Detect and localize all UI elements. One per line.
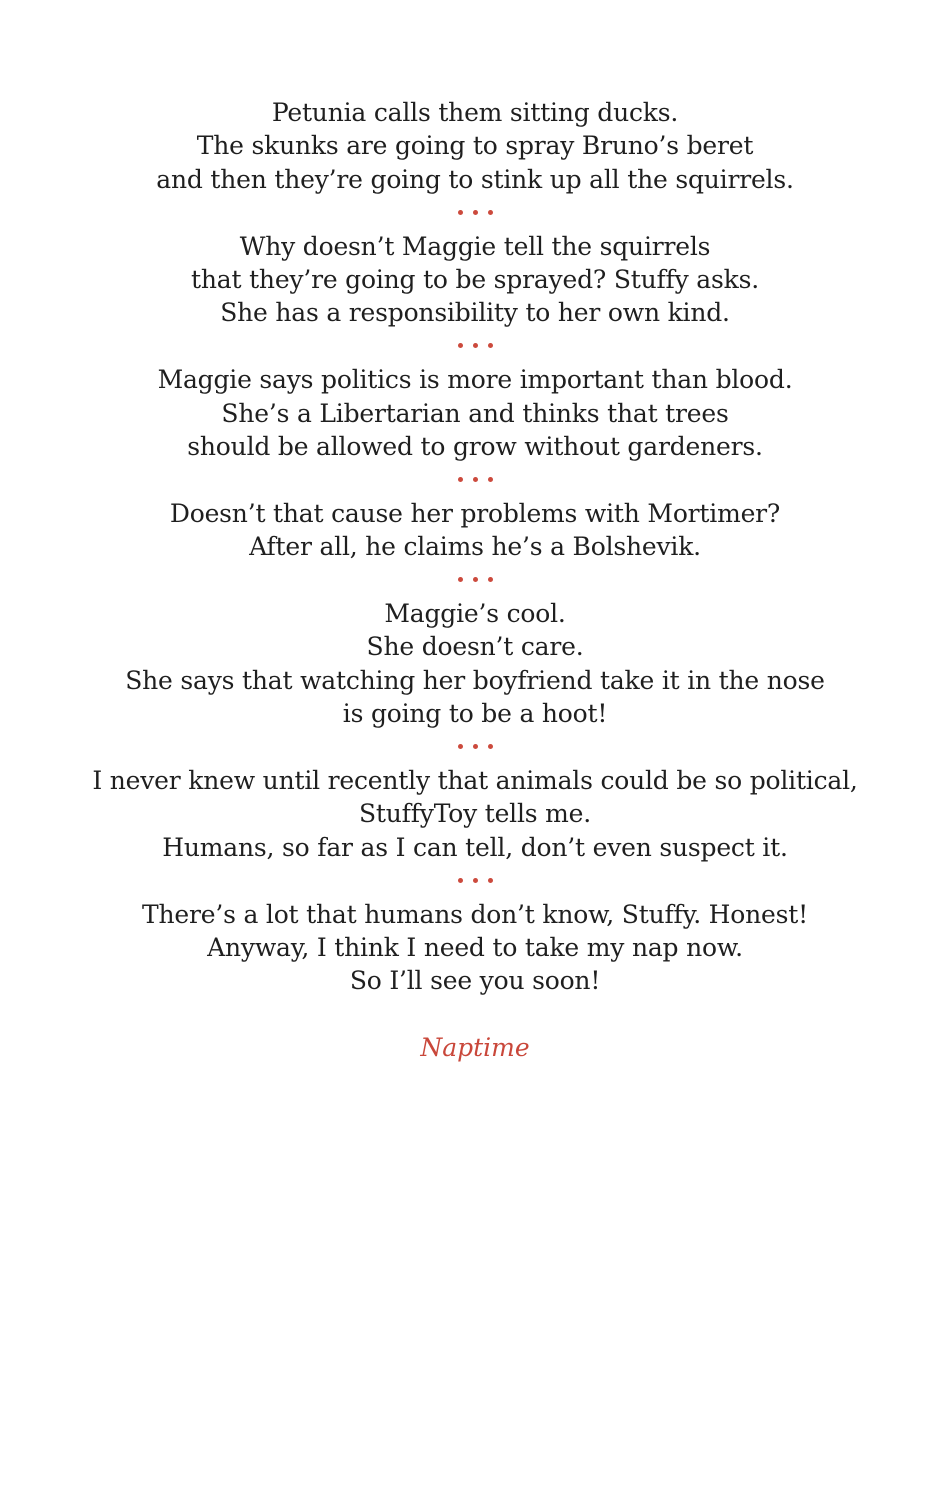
separator-dot-icon — [473, 477, 478, 482]
separator-dot-icon — [458, 577, 463, 582]
naptime-link[interactable]: Naptime — [420, 1032, 530, 1062]
footer-spacer — [0, 998, 950, 1031]
separator-dot-icon — [488, 577, 493, 582]
separator-dot-icon — [458, 878, 463, 883]
poem-line: There’s a lot that humans don’t know, Stuffy. Honest! — [142, 899, 808, 929]
poem-line: and then they’re going to stink up all the squirrels. — [156, 164, 794, 194]
separator-dot-icon — [488, 343, 493, 348]
separator-dot-icon — [488, 744, 493, 749]
poem-line: is going to be a hoot! — [342, 699, 608, 729]
poem-line: StuffyToy tells me. — [358, 799, 591, 829]
stanza-separator — [0, 330, 950, 363]
poem-body — [0, 96, 950, 998]
stanza-separator — [0, 864, 950, 897]
separator-dot-icon — [473, 210, 478, 215]
poem-line: She has a responsibility to her own kind. — [220, 298, 730, 328]
poem-line: Humans, so far as I can tell, don’t even suspect it. — [162, 832, 788, 862]
stanza-separator — [0, 463, 950, 496]
separator-dot-icon — [473, 744, 478, 749]
stanza — [0, 764, 950, 864]
separator-dot-icon — [458, 744, 463, 749]
stanza — [0, 363, 950, 463]
poem-line: should be allowed to grow without gardeners. — [187, 432, 763, 462]
separator-dot-icon — [458, 477, 463, 482]
separator-dot-icon — [488, 477, 493, 482]
poem-line: She says that watching her boyfriend take it in the nose — [125, 665, 825, 695]
poem-line: Maggie says politics is more important than blood. — [157, 365, 793, 395]
stanza — [0, 597, 950, 731]
poem-line: that they’re going to be sprayed? Stuffy asks. — [191, 265, 759, 295]
stanza-separator — [0, 731, 950, 764]
separator-dot-icon — [488, 878, 493, 883]
poem-line: She doesn’t care. — [366, 632, 584, 662]
separator-dot-icon — [458, 343, 463, 348]
poem-line: Why doesn’t Maggie tell the squirrels — [239, 231, 711, 261]
poem-line: Anyway, I think I need to take my nap now. — [207, 933, 743, 963]
poem-page — [0, 96, 950, 1064]
poem-line: Petunia calls them sitting ducks. — [271, 98, 679, 127]
stanza — [0, 898, 950, 998]
poem-line: Maggie’s cool. — [384, 599, 566, 629]
stanza-separator — [0, 564, 950, 597]
separator-dot-icon — [488, 210, 493, 215]
poem-line: I never knew until recently that animals could be so political, — [92, 766, 858, 796]
poem-line: After all, he claims he’s a Bolshevik. — [249, 532, 701, 562]
stanza — [0, 497, 950, 564]
stanza — [0, 230, 950, 330]
stanza — [0, 96, 950, 196]
separator-dot-icon — [473, 343, 478, 348]
separator-dot-icon — [473, 878, 478, 883]
poem-line: She’s a Libertarian and thinks that trees — [221, 398, 729, 428]
separator-dot-icon — [458, 210, 463, 215]
stanza-separator — [0, 196, 950, 229]
poem-line: The skunks are going to spray Bruno’s beret — [196, 131, 754, 161]
poem-line: Doesn’t that cause her problems with Mortimer? — [169, 498, 781, 528]
separator-dot-icon — [473, 577, 478, 582]
poem-line: So I’ll see you soon! — [349, 966, 601, 996]
